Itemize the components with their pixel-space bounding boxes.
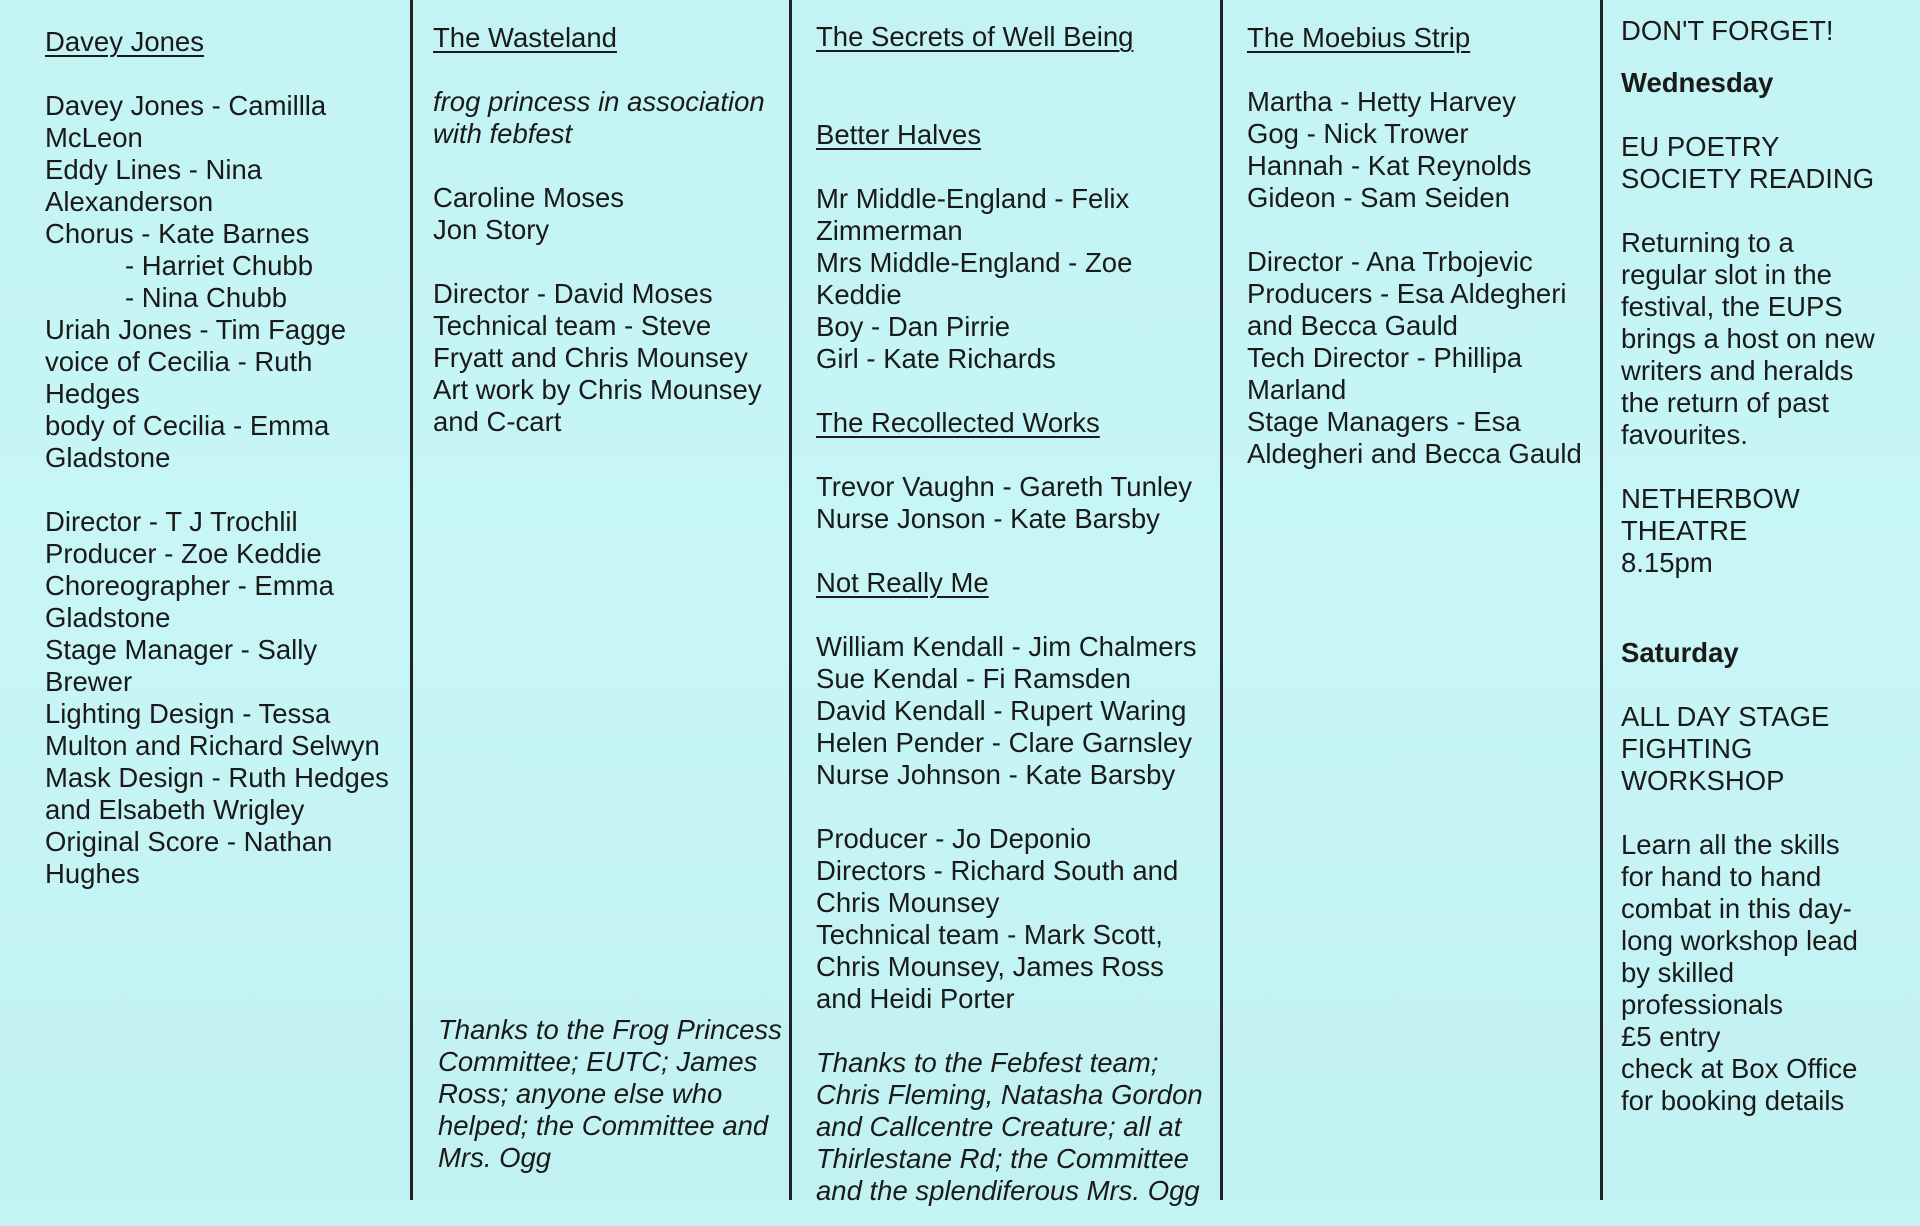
section-title: The Recollected Works bbox=[816, 407, 1100, 438]
cast-line: Sue Kendal - Fi Ramsden bbox=[816, 663, 1131, 694]
cast-line: Uriah Jones - Tim Fagge bbox=[45, 314, 347, 345]
crew-line: Stage Manager - Sally Brewer bbox=[45, 634, 318, 697]
crew-line: Director - David Moses bbox=[433, 278, 713, 309]
event-day: Saturday bbox=[1621, 637, 1739, 668]
crew-line: Technical team - Mark Scott, Chris Mounsey, James Ross and Heidi Porter bbox=[816, 919, 1164, 1014]
show-title: The Wasteland bbox=[433, 22, 617, 53]
cast-line: Jon Story bbox=[433, 214, 550, 245]
event-title: ALL DAY STAGE FIGHTING WORKSHOP bbox=[1621, 701, 1830, 796]
booking-info: check at Box Office for booking details bbox=[1621, 1053, 1858, 1116]
event-time: 8.15pm bbox=[1621, 547, 1713, 578]
cast-line: body of Cecilia - Emma Gladstone bbox=[45, 410, 330, 473]
column-divider bbox=[410, 0, 413, 1200]
column-davey-jones bbox=[45, 26, 400, 1226]
crew-line: Directors - Richard South and Chris Mounsey bbox=[816, 855, 1179, 918]
event-venue: NETHERBOW THEATRE bbox=[1621, 483, 1800, 546]
column-divider bbox=[1600, 0, 1603, 1200]
cast-line: Gog - Nick Trower bbox=[1247, 118, 1469, 149]
cast-line: - Nina Chubb bbox=[125, 282, 288, 313]
cast-line: Mrs Middle-England - Zoe Keddie bbox=[816, 247, 1133, 310]
show-title: Davey Jones bbox=[45, 26, 204, 57]
column-secrets-of-well-being bbox=[816, 21, 1216, 1221]
crew-line: Original Score - Nathan Hughes bbox=[45, 826, 333, 889]
crew-line: Stage Managers - Esa Aldegheri and Becca Gauld bbox=[1247, 406, 1582, 469]
event-description: Returning to a regular slot in the festival, the EUPS brings a host on new writers and heralds the return of past favourites. bbox=[1621, 227, 1875, 450]
column-divider bbox=[1220, 0, 1223, 1200]
crew-line: Producers - Esa Aldegheri and Becca Gauld bbox=[1247, 278, 1567, 341]
crew-line: Technical team - Steve Fryatt and Chris Mounsey bbox=[433, 310, 748, 373]
cast-line: - Harriet Chubb bbox=[125, 250, 313, 281]
event-title: EU POETRY SOCIETY READING bbox=[1621, 131, 1875, 194]
column-moebius-strip bbox=[1247, 22, 1597, 1222]
cast-line: Nurse Johnson - Kate Barsby bbox=[816, 759, 1176, 790]
cast-line: Trevor Vaughn - Gareth Tunley bbox=[816, 471, 1193, 502]
cast-line: Caroline Moses bbox=[433, 182, 625, 213]
cast-line: Chorus - Kate Barnes bbox=[45, 218, 310, 249]
reminder-heading: DON'T FORGET! bbox=[1621, 15, 1834, 46]
column-wasteland bbox=[433, 22, 783, 1222]
section-title: Better Halves bbox=[816, 119, 982, 150]
column-dont-forget bbox=[1621, 15, 1876, 1215]
column-divider bbox=[789, 0, 792, 1200]
cast-line: William Kendall - Jim Chalmers bbox=[816, 631, 1197, 662]
crew-line: Tech Director - Phillipa Marland bbox=[1247, 342, 1523, 405]
cast-line: Helen Pender - Clare Garnsley bbox=[816, 727, 1193, 758]
cast-line: Davey Jones - Camillla McLeon bbox=[45, 90, 327, 153]
cast-line: Hannah - Kat Reynolds bbox=[1247, 150, 1532, 181]
section-title: Not Really Me bbox=[816, 567, 989, 598]
crew-line: Director - Ana Trbojevic bbox=[1247, 246, 1533, 277]
cast-line: Eddy Lines - Nina Alexanderson bbox=[45, 154, 263, 217]
crew-line: Producer - Jo Deponio bbox=[816, 823, 1092, 854]
cast-line: Girl - Kate Richards bbox=[816, 343, 1056, 374]
crew-line: Lighting Design - Tessa Multon and Richard Selwyn bbox=[45, 698, 380, 761]
thanks-note: Thanks to the Febfest team; Chris Fleming, Natasha Gordon and Callcentre Creature; all at Thirlestane Rd; the Committee and the splendiferous Mrs. Ogg bbox=[816, 1047, 1203, 1206]
event-description: Learn all the skills for hand to hand combat in this day-long workshop lead by skilled professionals bbox=[1621, 829, 1858, 1020]
event-day: Wednesday bbox=[1621, 67, 1774, 98]
thanks-note: Thanks to the Frog Princess Committee; EUTC; James Ross; anyone else who helped; the Committee and Mrs. Ogg bbox=[438, 1014, 782, 1173]
crew-line: Producer - Zoe Keddie bbox=[45, 538, 322, 569]
cast-line: Boy - Dan Pirrie bbox=[816, 311, 1011, 342]
cast-line: Martha - Hetty Harvey bbox=[1247, 86, 1516, 117]
crew-line: Choreographer - Emma Gladstone bbox=[45, 570, 334, 633]
cast-line: Mr Middle-England - Felix Zimmerman bbox=[816, 183, 1130, 246]
cast-line: David Kendall - Rupert Waring bbox=[816, 695, 1187, 726]
show-title: The Secrets of Well Being bbox=[816, 21, 1134, 52]
cast-line: voice of Cecilia - Ruth Hedges bbox=[45, 346, 313, 409]
crew-line: Mask Design - Ruth Hedges and Elsabeth Wrigley bbox=[45, 762, 389, 825]
crew-line: Art work by Chris Mounsey and C-cart bbox=[433, 374, 762, 437]
cast-line: Gideon - Sam Seiden bbox=[1247, 182, 1510, 213]
show-subtitle: frog princess in association with febfest bbox=[433, 86, 765, 149]
event-price: £5 entry bbox=[1621, 1021, 1721, 1052]
show-title: The Moebius Strip bbox=[1247, 22, 1471, 53]
cast-line: Nurse Jonson - Kate Barsby bbox=[816, 503, 1160, 534]
crew-line: Director - T J Trochlil bbox=[45, 506, 298, 537]
